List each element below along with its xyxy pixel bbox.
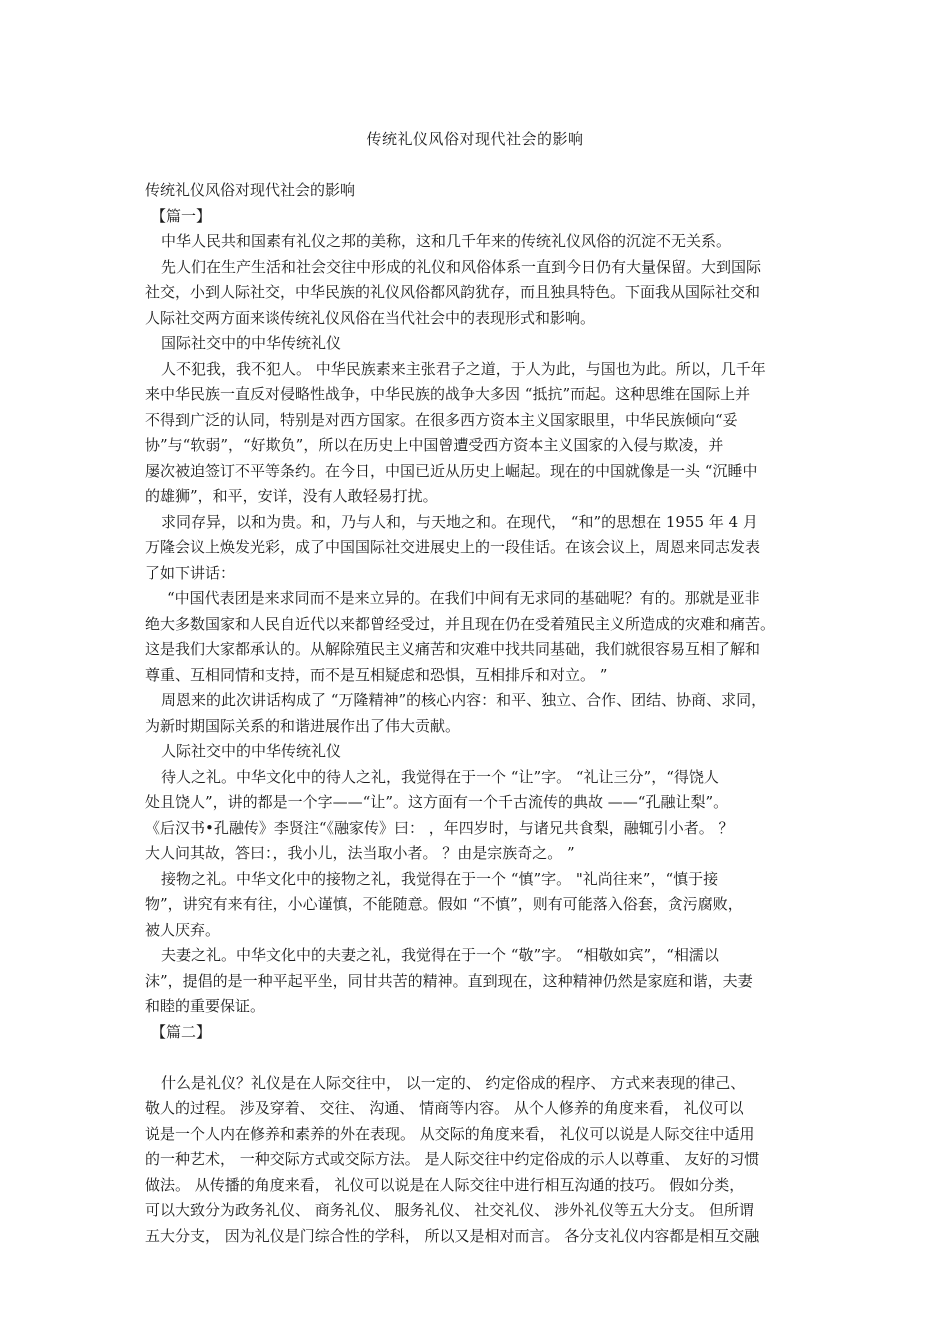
text-line: 《后汉书•孔融传》李贤注“《融家传》曰： ，年四岁时，与诸兄共食梨，融辄引小者。 ？ xyxy=(145,818,734,837)
text-line: 大人问其故，答曰：，我小儿，法当取小者。 ？由是宗族奇之。 ” xyxy=(145,844,575,862)
text-line: 物”，讲究有来有往，小心谨慎，不能随意。假如 “不慎”，则有可能落入俗套，贪污腐败， xyxy=(145,895,743,913)
text-line: 说是一个人内在修养和素养的外在表现。 从交际的角度来看， 礼仪可以说是人际交往中适用 xyxy=(145,1124,755,1143)
text-line: 夫妻之礼。中华文化中的夫妻之礼，我觉得在于一个 “敬”字。 “相敬如宾”，“相濡以 xyxy=(161,946,719,964)
text-line: 和睦的重要保证。 xyxy=(145,997,266,1015)
text-line: 来中华民族一直反对侵略性战争，中华民族的战争大多因 “抵抗”而起。这种思维在国际上并 xyxy=(145,385,751,403)
text-line: 什么是礼仪？礼仪是在人际交往中， 以一定的、 约定俗成的程序、 方式来表现的律己、 xyxy=(161,1073,746,1092)
text-line: 五大分支， 因为礼仪是门综合性的学科， 所以又是相对而言。 各分支礼仪内容都是相互交融 xyxy=(145,1226,760,1245)
quote-line: 绝大多数国家和人民自近代以来都曾经受过，并且现在仍在受着殖民主义所造成的灾难和痛苦。 xyxy=(145,614,776,633)
text-line: 为新时期国际关系的和谐进展作出了伟大贡献。 xyxy=(145,716,461,735)
quote-line: 这是我们大家都承认的。从解除殖民主义痛苦和灾难中找共同基础，我们就很容易互相了解和 xyxy=(145,640,761,658)
text-line: 沫”，提倡的是一种平起平坐，同甘共苦的精神。直到现在，这种精神仍然是家庭和谐，夫妻 xyxy=(145,971,753,990)
text-line: 可以大致分为政务礼仪、 商务礼仪、 服务礼仪、 社交礼仪、 涉外礼仪等五大分支。 但所谓 xyxy=(145,1201,754,1219)
text-line: 社交，小到人际社交，中华民族的礼仪风俗都风韵犹存，而且独具特色。下面我从国际社交和 xyxy=(145,283,761,301)
text-line: 接物之礼。中华文化中的接物之礼，我觉得在于一个 “慎”字。 "礼尚往来”，“慎于接 xyxy=(161,869,719,888)
text-line: 协”与“软弱”，“好欺负”，所以在历史上中国曾遭受西方资本主义国家的入侵与欺凌，并 xyxy=(145,436,724,454)
text-line: 人不犯我，我不犯人。 中华民族素来主张君子之道，于人为此，与国也为此。所以，几千年 xyxy=(161,359,766,378)
document-title: 传统礼仪风俗对现代社会的影响 xyxy=(366,130,584,148)
text-line: 的雄狮”，和平，安详，没有人敢轻易打扰。 xyxy=(145,487,438,505)
text-line: 屡次被迫签订不平等条约。在今日，中国已近从历史上崛起。现在的中国就像是一头 “沉睡中 xyxy=(145,461,758,480)
text-line: 处且饶人”，讲的都是一个字——“让”。这方面有一个千古流传的典故 ——“孔融让梨”。 xyxy=(145,793,729,811)
text-line: 周恩来的此次讲话构成了 “万隆精神”的核心内容：和平、独立、合作、团结、协商、求同， xyxy=(161,691,767,709)
text-line: 敬人的过程。 涉及穿着、 交往、 沟通、 情商等内容。 从个人修养的角度来看， 礼仪可以 xyxy=(145,1099,744,1117)
text-line: 先人们在生产生活和社会交往中形成的礼仪和风俗体系一直到今日仍有大量保留。大到国际 xyxy=(161,257,762,276)
subheading-international: 国际社交中的中华传统礼仪 xyxy=(161,334,342,352)
section-marker-1: 【篇一】 xyxy=(151,206,212,225)
quote-line: “中国代表团是来求同而不是来立异的。在我们中间有无求同的基础呢？有的。那就是亚非 xyxy=(167,589,760,607)
quote-line: 尊重、互相同情和支持，而不是互相疑虑和恐惧，互相排斥和对立。 ” xyxy=(145,665,608,684)
text-line: 的一种艺术， 一种交际方式或交际方法。 是人际交往中约定俗成的示人以尊重、 友好的习惯 xyxy=(145,1150,760,1168)
text-line: 不得到广泛的认同，特别是对西方国家。在很多西方资本主义国家眼里，中华民族倾向“妥 xyxy=(145,410,738,429)
text-line: 待人之礼。中华文化中的待人之礼，我觉得在于一个 “让”字。 “礼让三分”，“得饶人 xyxy=(161,767,719,786)
article-heading: 传统礼仪风俗对现代社会的影响 xyxy=(145,181,356,199)
document-body xyxy=(145,178,825,1249)
text-line: 了如下讲话： xyxy=(145,563,236,582)
text-line: 做法。 从传播的角度来看， 礼仪可以说是在人际交往中进行相互沟通的技巧。 假如分类， xyxy=(145,1175,745,1194)
text-line: 万隆会议上焕发光彩，成了中国国际社交进展史上的一段佳话。在该会议上，周恩来同志发表 xyxy=(145,538,761,556)
section-marker-2: 【篇二】 xyxy=(151,1022,212,1041)
blank-line xyxy=(145,1045,825,1071)
text-line: 被人厌弃。 xyxy=(145,920,221,939)
text-line: 人际社交两方面来谈传统礼仪风俗在当代社会中的表现形式和影响。 xyxy=(145,308,596,327)
subheading-interpersonal: 人际社交中的中华传统礼仪 xyxy=(161,742,342,760)
text-line: 中华人民共和国素有礼仪之邦的美称，这和几千年来的传统礼仪风俗的沉淀不无关系。 xyxy=(161,232,732,250)
text-line: 求同存异，以和为贵。和，乃与人和，与天地之和。在现代， “和”的思想在 1955 年 4 月 xyxy=(161,512,758,531)
